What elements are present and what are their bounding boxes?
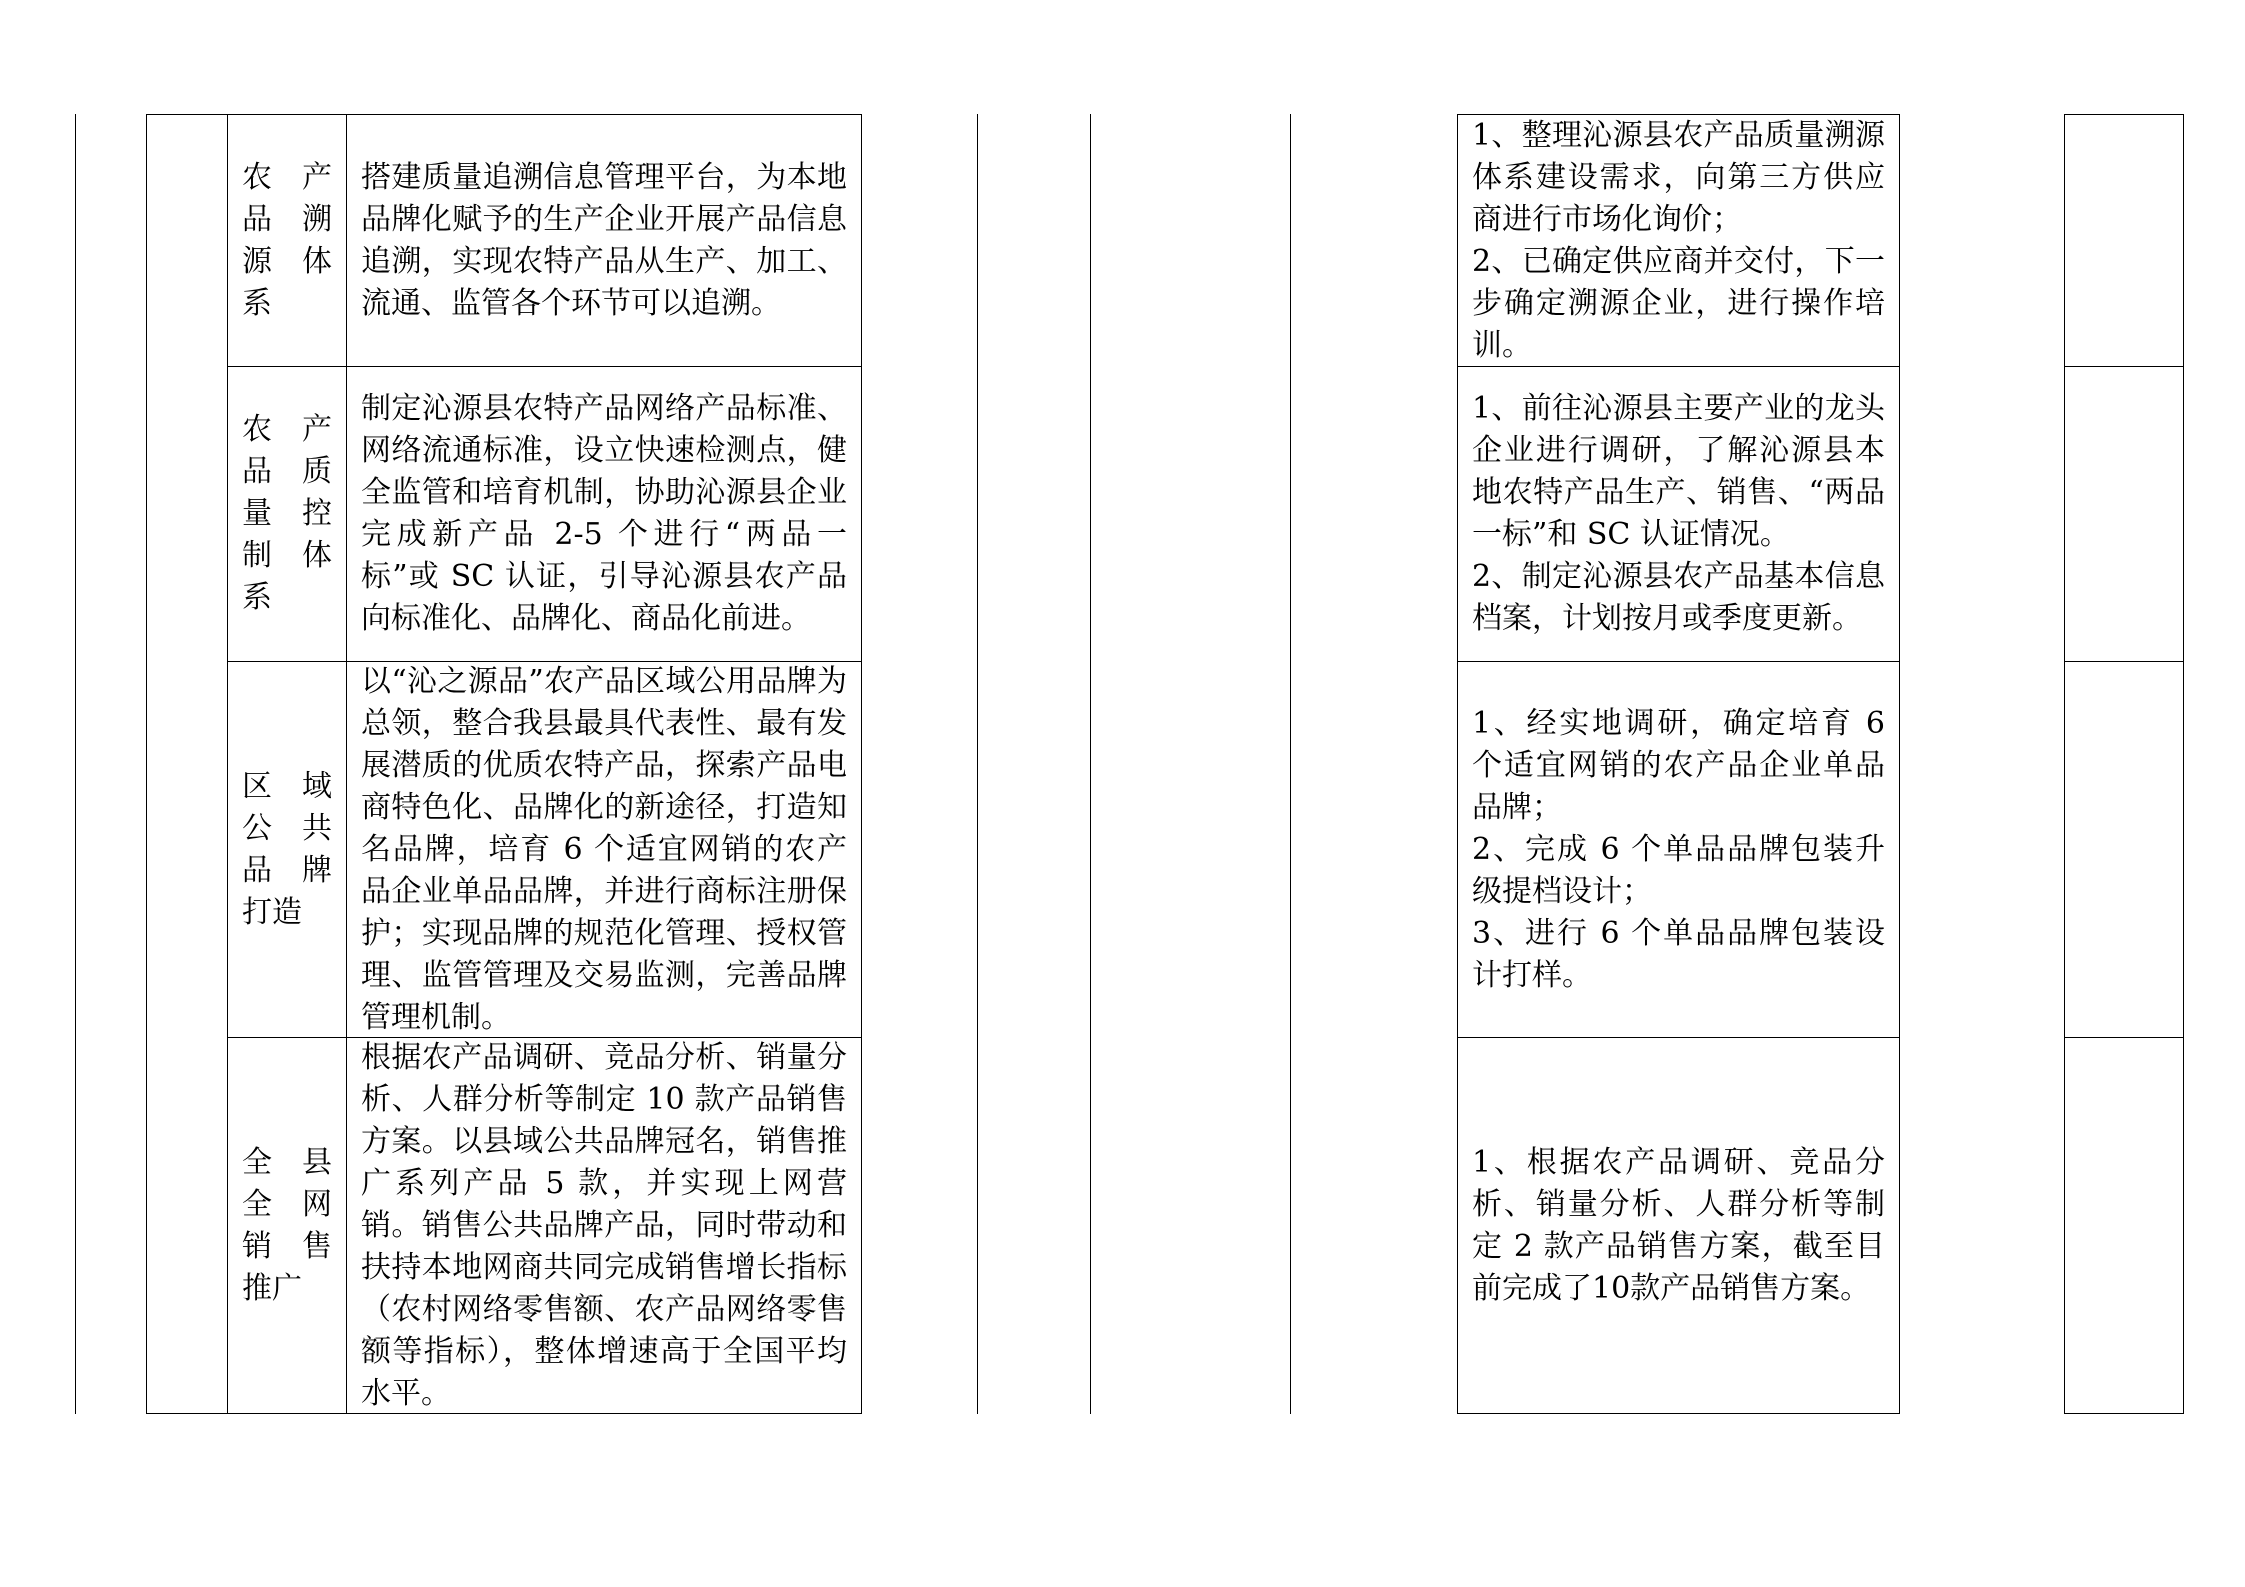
row-4-progress-cell xyxy=(1458,1038,1899,1413)
row-3-progress-item: 1、经实地调研，确定培育 6 个适宜网销的农产品企业单品品牌； xyxy=(1472,705,1885,825)
table-border-line xyxy=(977,114,978,1414)
row-1-name-line: 系 xyxy=(242,285,272,321)
row-3-name-line: 打造 xyxy=(242,894,302,930)
row-2-content: 制定沁源县农特产品网络产品标准、网络流通标准，设立快速检测点，健全监管和培育机制，协助沁源县企业完成新产品 2-5 个进行“两品一标”或 SC 认证，引导沁源县农产品向标准化、品牌化、商品化前进。 xyxy=(361,391,847,636)
row-4-name-line: 全 网 xyxy=(242,1186,332,1222)
row-3-name-line: 区 域 xyxy=(242,768,332,804)
table-border-line xyxy=(1090,114,1091,1414)
row-2-name-line: 品 质 xyxy=(242,454,332,489)
row-divider xyxy=(2064,1037,2184,1038)
row-3-name-line: 品 牌 xyxy=(242,852,332,888)
right-table xyxy=(2064,114,2184,1414)
row-4-name-line: 推广 xyxy=(242,1270,302,1306)
row-1-progress-item: 2、已确定供应商并交付，下一步确定溯源企业，进行操作培训。 xyxy=(1472,243,1885,363)
row-divider xyxy=(2064,661,2184,662)
row-2-name-line: 制 体 xyxy=(242,538,332,573)
row-3-name-cell xyxy=(228,662,346,1037)
row-4-name-line: 全 县 xyxy=(242,1144,332,1180)
row-2-name-cell xyxy=(228,367,346,661)
table-border-line xyxy=(1290,114,1291,1414)
table-border-line xyxy=(75,114,76,1414)
row-4-content: 根据农产品调研、竞品分析、销量分析、人群分析等制定 10 款产品销售方案。以县域公共品牌冠名，销售推广系列产品 5 款，并实现上网营销。销售公共品牌产品，同时带动和扶持本地网商共同完成销售增长指标（农村网络零售额、农产品网络零售额等指标），整体增速高于全国平均水平。 xyxy=(361,1039,847,1411)
row-divider xyxy=(2064,366,2184,367)
row-3-content-cell xyxy=(347,662,861,1037)
row-1-name-line: 品 溯 xyxy=(242,201,332,237)
row-2-progress-item: 2、制定沁源县农产品基本信息档案，计划按月或季度更新。 xyxy=(1472,559,1885,636)
row-4-content-cell xyxy=(347,1038,861,1413)
row-2-name-line: 农 产 xyxy=(242,412,332,447)
row-1-content: 搭建质量追溯信息管理平台，为本地品牌化赋予的生产企业开展产品信息追溯，实现农特产品从生产、加工、流通、监管各个环节可以追溯。 xyxy=(361,159,847,321)
row-1-progress-item: 1、整理沁源县农产品质量溯源体系建设需求，向第三方供应商进行市场化询价； xyxy=(1472,117,1885,237)
row-1-progress-cell xyxy=(1458,115,1899,366)
row-3-name-line: 公 共 xyxy=(242,810,332,846)
row-2-progress-cell xyxy=(1458,367,1899,661)
row-2-progress-item: 1、前往沁源县主要产业的龙头企业进行调研，了解沁源县本地农特产品生产、销售、“两品一标”和 SC 认证情况。 xyxy=(1472,391,1885,552)
row-3-progress-cell xyxy=(1458,662,1899,1037)
row-3-progress-item: 2、完成 6 个单品品牌包装升级提档设计； xyxy=(1472,831,1885,909)
row-2-name-line: 系 xyxy=(242,580,272,615)
row-1-name-line: 源 体 xyxy=(242,243,332,279)
row-2-content-cell xyxy=(347,367,861,661)
row-1-content-cell xyxy=(347,115,861,366)
row-2-name-line: 量 控 xyxy=(242,496,332,531)
row-3-progress-item: 3、进行 6 个单品品牌包装设计打样。 xyxy=(1472,915,1885,993)
row-1-name-line: 农 产 xyxy=(242,159,332,195)
row-4-progress-item: 1、根据农产品调研、竞品分析、销量分析、人群分析等制定 2 款产品销售方案，截至目前完成了10款产品销售方案。 xyxy=(1472,1144,1885,1306)
row-4-name-line: 销 售 xyxy=(242,1228,332,1264)
row-3-content: 以“沁之源品”农产品区域公用品牌为总领，整合我县最具代表性、最有发展潜质的优质农特产品，探索产品电商特色化、品牌化的新途径，打造知名品牌，培育 6 个适宜网销的农产品企业单品品牌，并进行商标注册保护；实现品牌的规范化管理、授权管理、监管管理及交易监测，完善品牌管理机制。 xyxy=(361,663,847,1035)
row-1-name-cell xyxy=(228,115,346,366)
row-4-name-cell xyxy=(228,1038,346,1413)
